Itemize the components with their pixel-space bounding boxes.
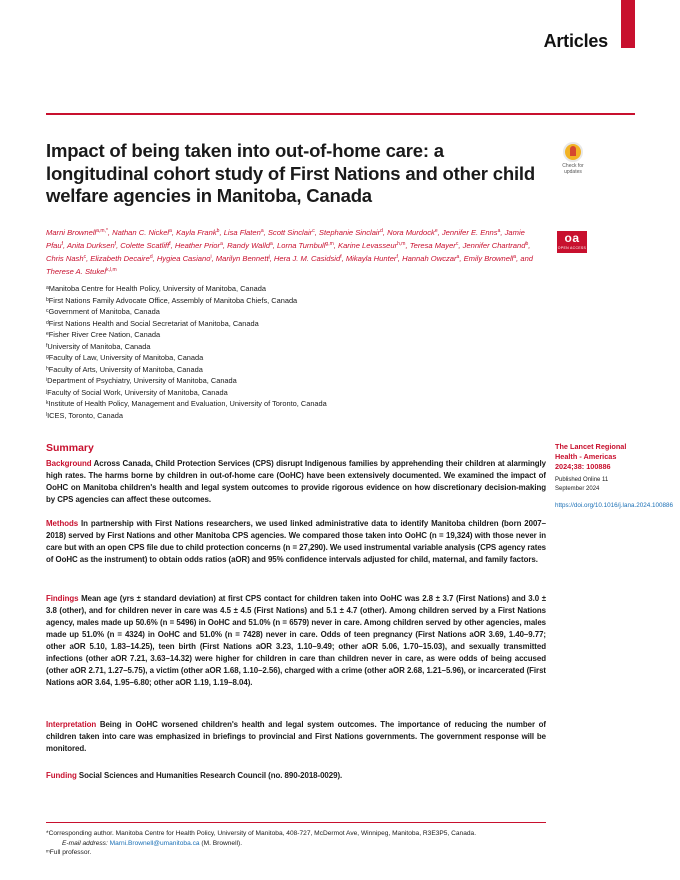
- affiliation-key: d: [46, 319, 49, 326]
- author-affiliation-marker: k,l,m: [106, 267, 117, 273]
- author-affiliation-marker: c: [312, 228, 315, 234]
- author-name[interactable]: Anita Durksen: [66, 241, 115, 250]
- author-affiliation-marker: b: [216, 228, 220, 234]
- section-color-tab: [621, 0, 635, 48]
- affiliation-list: [46, 283, 546, 421]
- author-name[interactable]: Emily Brownell: [463, 254, 514, 263]
- affiliation-key: h: [46, 365, 49, 372]
- abstract-interpretation-label: Interpretation: [46, 720, 97, 729]
- affiliation-item: [46, 387, 546, 399]
- abstract-funding-text: Social Sciences and Humanities Research Council (no. 890-2018-0029).: [78, 771, 343, 780]
- affiliation-text: First Nations Family Advocate Office, Assembly of Manitoba Chiefs, Canada: [48, 295, 298, 305]
- affiliation-key: a: [46, 285, 49, 291]
- affiliation-item: [46, 283, 546, 295]
- author-name[interactable]: Jennifer Chartrand: [462, 241, 526, 250]
- email-link[interactable]: Marni.Brownell@umanitoba.ca: [109, 839, 200, 847]
- affiliation-text: University of Manitoba, Canada: [47, 341, 151, 351]
- author-name[interactable]: Hygiea Casiano: [156, 254, 211, 263]
- affiliation-item: [46, 375, 546, 387]
- author-affiliation-marker: e: [434, 228, 438, 234]
- published-online: Published Online 11 September 2024: [555, 477, 609, 492]
- author-affiliation-marker: a: [497, 228, 501, 234]
- affiliation-text: Fisher River Cree Nation, Canada: [48, 330, 161, 339]
- author-affiliation-marker: a,m,*: [96, 228, 108, 234]
- author-name[interactable]: Karine Levasseur: [338, 241, 398, 250]
- abstract-interpretation-text: Being in OoHC worsened children's health and legal system outcomes. The importance of reducing the number of children taken into care was emphasized in briefings to provincial and First Nations governments. The government response will be monitored.: [46, 720, 547, 753]
- author-name[interactable]: Jennifer E. Enns: [441, 228, 498, 237]
- author-affiliation-marker: a: [220, 241, 223, 247]
- abstract-methods-text: In partnership with First Nations researchers, we used linked administrative data to identify Manitoba children (born 2007–2018) served by First Nations and other Manitoba CPS agencies. We compared those taken into OoHC (n = 19,324) with those never in care but with an open CPS file due to child protection concerns (n = 27,290). We used instrumental variable analysis (CPS agency rates of OoHC as the instrument) to obtain odds ratios (aOR) and 95% confidence intervals adjusted for child, maternal, and family factors.: [46, 519, 546, 564]
- author-affiliation-marker: h,m: [397, 241, 406, 247]
- affiliation-item: [46, 295, 546, 307]
- author-name[interactable]: Nathan C. Nickel: [112, 228, 170, 237]
- abstract-funding-label: Funding: [46, 771, 77, 780]
- author-affiliation-marker: a: [270, 241, 273, 247]
- affiliation-key: c: [46, 308, 49, 314]
- affiliation-item: [46, 410, 546, 422]
- abstract-findings-label: Findings: [46, 594, 79, 603]
- author-affiliation-marker: f: [61, 241, 64, 247]
- email-owner: (M. Brownell).: [201, 839, 243, 847]
- author-name[interactable]: Elizabeth Decaire: [90, 254, 150, 263]
- abstract-methods-label: Methods: [46, 519, 79, 528]
- summary-heading: Summary: [46, 442, 94, 454]
- affiliation-key: j: [46, 388, 48, 395]
- affiliation-key: b: [46, 296, 49, 303]
- article-sidebar: [555, 442, 673, 512]
- affiliation-item: [46, 398, 546, 410]
- author-affiliation-marker: c: [455, 241, 459, 247]
- author-affiliation-marker: g,m: [325, 241, 334, 247]
- author-affiliation-marker: f: [340, 254, 342, 260]
- author-name[interactable]: Mikayla Hunter: [345, 254, 397, 263]
- author-name[interactable]: Heather Prior: [174, 241, 221, 250]
- abstract-interpretation: [46, 719, 546, 755]
- abstract-background-label: Background: [46, 459, 92, 468]
- author-name[interactable]: Nora Murdock: [387, 228, 435, 237]
- full-professor-note: ᵐFull professor.: [46, 849, 92, 856]
- author-name[interactable]: Randy Walld: [227, 241, 270, 250]
- author-name[interactable]: Marni Brownell: [46, 228, 97, 237]
- author-affiliation-marker: f: [114, 241, 117, 247]
- email-line: [46, 839, 566, 849]
- article-title: Impact of being taken into out-of-home care: a longitudinal cohort study of First Nations and other child welfare agencies in Manitoba, Canada: [46, 140, 535, 206]
- affiliation-text: First Nations Health and Social Secretariat of Manitoba, Canada: [48, 318, 259, 328]
- affiliation-text: ICES, Toronto, Canada: [47, 410, 123, 420]
- abstract-background-text: Across Canada, Child Protection Services (CPS) disrupt Indigenous families by apprehending their children at alarmingly high rates. The harms borne by children in out-of-home care (OoHC) have been extensively documented. We examined the impact of OoHC on Manitoba children's health and legal system outcomes to provide rigorous evidence on how discretionary decision-making by CPS agencies can affect these outcomes.: [46, 459, 546, 504]
- author-affiliation-marker: b: [525, 241, 529, 247]
- affiliation-text: Government of Manitoba, Canada: [48, 307, 160, 316]
- affiliation-item: [46, 306, 546, 318]
- author-name[interactable]: Lorna Turnbull: [277, 241, 326, 250]
- affiliation-key: l: [46, 411, 48, 418]
- affiliation-item: [46, 318, 546, 330]
- affiliation-text: Manitoba Centre for Health Policy, University of Manitoba, Canada: [48, 284, 266, 293]
- open-access-label: oa: [564, 231, 580, 245]
- section-label: Articles: [543, 31, 608, 51]
- email-label: E-mail address:: [62, 839, 108, 847]
- affiliation-key: e: [46, 331, 49, 337]
- abstract-methods: [46, 518, 546, 566]
- author-name[interactable]: Marilyn Bennett: [215, 254, 269, 263]
- affiliation-text: Institute of Health Policy, Management and Evaluation, University of Toronto, Canada: [48, 399, 327, 408]
- author-name[interactable]: Scott Sinclair: [267, 228, 313, 237]
- author-name[interactable]: Colette Scatliff: [120, 241, 170, 250]
- author-affiliation-marker: f: [396, 254, 398, 260]
- author-name[interactable]: Kayla Frank: [176, 228, 217, 237]
- author-affiliation-marker: a: [169, 228, 172, 234]
- affiliation-item: [46, 364, 546, 376]
- abstract-background: [46, 458, 546, 506]
- affiliation-text: Faculty of Law, University of Manitoba, Canada: [48, 353, 204, 362]
- crossmark-label: Check for updates: [562, 163, 584, 175]
- footnote-rule: [46, 822, 546, 823]
- author-affiliation-marker: c: [83, 254, 87, 260]
- header-rule: [46, 113, 635, 115]
- affiliation-key: i: [46, 377, 48, 383]
- author-name[interactable]: Chris Nash: [46, 254, 84, 263]
- affiliation-item: [46, 352, 546, 364]
- author-affiliation-marker: j: [268, 254, 270, 260]
- author-name[interactable]: Lisa Flaten: [223, 228, 261, 237]
- journal-citation: 2024;38: 100886: [555, 462, 611, 471]
- author-affiliation-marker: a: [513, 254, 517, 260]
- open-access-badge: [557, 231, 587, 253]
- author-affiliation-marker: d: [149, 254, 153, 260]
- author-affiliation-marker: i: [210, 254, 212, 260]
- abstract-findings: [46, 593, 546, 689]
- affiliation-key: f: [46, 342, 48, 349]
- doi-link[interactable]: https://doi.org/10.1016/j.lana.2024.100886: [555, 502, 673, 509]
- affiliation-key: k: [46, 400, 49, 406]
- abstract-funding: [46, 770, 546, 782]
- footnotes: [46, 829, 566, 858]
- open-access-sublabel: OPEN ACCESS: [557, 246, 587, 250]
- crossmark-badge[interactable]: [560, 142, 586, 175]
- author-affiliation-marker: a: [456, 254, 460, 260]
- author-name[interactable]: Teresa Mayer: [409, 241, 456, 250]
- crossmark-icon: [563, 142, 583, 162]
- abstract-findings-text: Mean age (yrs ± standard deviation) at first CPS contact for children taken into OoHC was 2.8 ± 3.7 (First Nations) and 3.0 ± 3.8 (other), and for children never in care was 4.5 ± 4.5 (First Nations) and 5.1 ± 4.7 (other). Among children served by a First Nations agency, males made up 50.6% (n = 5496) in OoHC and 51.0% (n = 6579) never in care. Among children served by other agencies, males made up 51.0% (n = 4324) in OoHC and 51.0% (n = 7428) never in care. Odds of teen pregnancy (First Nations aOR 3.69, 1.40–9.77; other aOR 5.10, 1.83–14.25), teen birth (First Nations aOR 3.23, 1.10–9.49; other aOR 5.06, 1.70–15.03), and sexually transmitted infections (other aOR 7.21, 3.63–14.32) were higher for children in care than children never in care, as were odds of being accused (other aOR 2.71, 1.27–5.75), a victim (other aOR 1.68, 1.10–2.56), charged with a crime (other aOR 2.68, 1.21–5.96), or incarcerated (First Nations aOR 3.64, 1.95–6.80; other aOR 1.19, 1.19–8.04).: [46, 594, 546, 687]
- journal-name: The Lancet Regional Health - Americas: [555, 442, 627, 461]
- affiliation-item: [46, 329, 546, 341]
- author-list: Marni Brownell$^{a,m,*}$, Nathan C. Nickel$^a$, Kayla Frank$^b$, Lisa Flaten$^a$, Scott Sinclair$^c$, Stephanie Sinclair$^d$, Nora Murdock$^e$, Jennifer E. Enns$^a$, Jamie Pfau$^f$, Anita Durksen$^f$, Colette Scatliff$^f$, Heather Prior$^a$, Randy Walld$^a$, Lorna Turnbull$^{g,m}$, Karine Levasseur$^{h,m}$, Teresa Mayer$^c$, Jennifer Chartrand$^b$, Chris Nash$^c$, Elizabeth Decaire$^d$, Hygiea Casiano$^i$, Marilyn Bennett$^j$, Hera J. M. Casidsid$^f$, Mikayla Hunter$^f$, Hannah Owczar$^a$, Emily Brownell$^a$, and Therese A. Stukel$^{k,l,m}$: [46, 228, 534, 276]
- author-name[interactable]: Stephanie Sinclair: [318, 228, 381, 237]
- affiliation-text: Faculty of Arts, University of Manitoba, Canada: [48, 364, 203, 374]
- author-affiliation-marker: f: [169, 241, 171, 247]
- affiliation-text: Faculty of Social Work, University of Manitoba, Canada: [47, 387, 228, 397]
- affiliation-key: g: [46, 354, 49, 360]
- corresponding-author-note: *Corresponding author. Manitoba Centre for Health Policy, University of Manitoba, 408-727, McDermot Ave, Winnipeg, Manitoba, R3E3P5, Canada.: [46, 830, 477, 837]
- author-name[interactable]: Therese A. Stukel: [46, 267, 107, 276]
- affiliation-text: Department of Psychiatry, University of Manitoba, Canada: [47, 376, 237, 385]
- author-name[interactable]: Hannah Owczar: [402, 254, 457, 263]
- affiliation-item: [46, 341, 546, 353]
- author-affiliation-marker: d: [380, 228, 383, 234]
- author-name[interactable]: Hera J. M. Casidsid: [273, 254, 341, 263]
- author-affiliation-marker: a: [260, 228, 264, 234]
- author-name[interactable]: Jamie Pfau: [46, 228, 525, 250]
